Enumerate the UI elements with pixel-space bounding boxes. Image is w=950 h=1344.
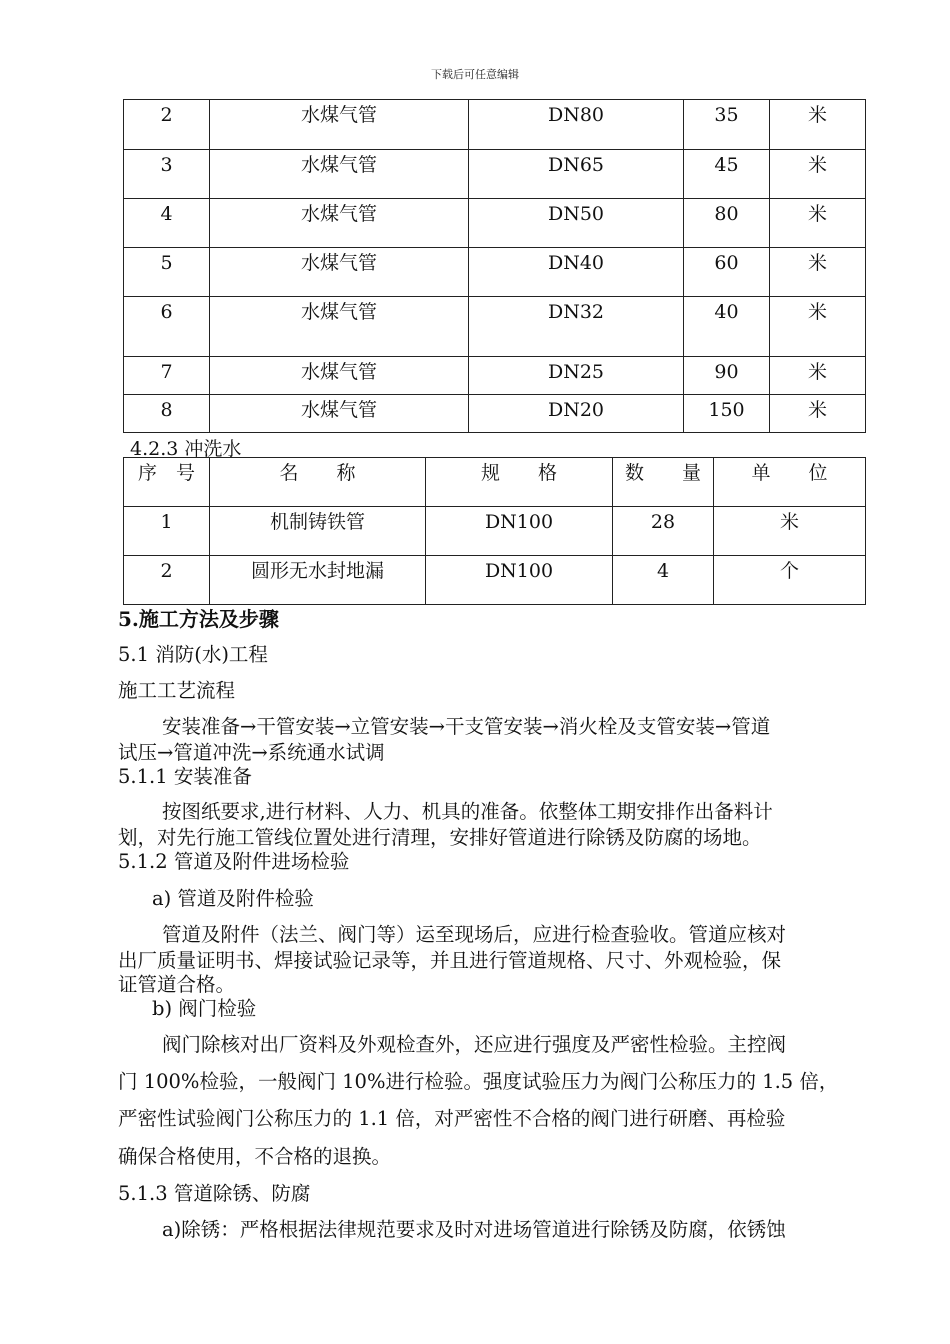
table-cell	[684, 395, 770, 433]
table-cell	[684, 199, 770, 248]
table-cell	[613, 556, 714, 605]
table-row	[124, 248, 866, 297]
cell-text: 水煤气管	[300, 104, 377, 126]
header-text: 数 量	[624, 462, 701, 484]
section-caption: 4.2.3 冲洗水	[130, 438, 242, 460]
cell-text: 米	[807, 104, 827, 126]
table-cell	[770, 248, 866, 297]
cell-text: DN100	[484, 560, 554, 582]
table-cell	[770, 100, 866, 150]
table-row	[124, 395, 866, 433]
table-cell	[684, 297, 770, 357]
table-cell	[210, 297, 469, 357]
table-cell	[613, 507, 714, 556]
cell-text: 圆形无水封地漏	[250, 560, 384, 582]
cell-text: 45	[714, 154, 739, 176]
table-cell	[124, 357, 210, 395]
table-cell	[469, 395, 684, 433]
item-heading: a) 管道及附件检验	[152, 887, 314, 910]
cell-text: 150	[708, 399, 745, 421]
cell-text: 6	[160, 301, 173, 323]
table-cell	[124, 507, 210, 556]
header-text: 规 格	[480, 462, 557, 484]
table-row	[124, 100, 866, 150]
table-cell	[124, 100, 210, 150]
cell-text: 米	[807, 252, 827, 274]
paragraph-line: 证管道合格。	[118, 973, 236, 996]
table-cell	[210, 556, 426, 605]
paragraph-line: 门 100%检验，一般阀门 10%进行检验。强度试验压力为阀门公称压力的 1.5 倍，	[118, 1070, 839, 1093]
table-row	[124, 199, 866, 248]
table-cell	[469, 248, 684, 297]
table-row	[124, 297, 866, 357]
header-cell	[426, 458, 613, 507]
header-cell	[210, 458, 426, 507]
paragraph-line: 安装准备→干管安装→立管安装→干支管安装→消火栓及支管安装→管道	[162, 715, 771, 738]
cell-text: 米	[779, 511, 799, 533]
cell-text: 水煤气管	[300, 154, 377, 176]
cell-text: 2	[160, 560, 173, 582]
table-cell	[210, 199, 469, 248]
table-cell	[469, 199, 684, 248]
table-row	[124, 556, 866, 605]
table-cell	[124, 395, 210, 433]
table-cell	[770, 297, 866, 357]
cell-text: DN80	[547, 104, 605, 126]
subsection-heading: 5.1.2 管道及附件进场检验	[118, 850, 350, 873]
cell-text: 80	[714, 203, 739, 225]
table-cell	[210, 150, 469, 199]
table-cell	[770, 150, 866, 199]
paragraph-line: 阀门除核对出厂资料及外观检查外，还应进行强度及严密性检验。主控阀	[162, 1033, 787, 1056]
table-cell	[426, 556, 613, 605]
pipe-table	[123, 99, 866, 433]
cell-text: 28	[650, 511, 676, 533]
table-cell	[210, 395, 469, 433]
cell-text: DN25	[547, 361, 605, 383]
cell-text: 水煤气管	[300, 252, 377, 274]
table-cell	[124, 199, 210, 248]
header-cell	[124, 458, 210, 507]
cell-text: 1	[160, 511, 173, 533]
paragraph-line: 严密性试验阀门公称压力的 1.1 倍，对严密性不合格的阀门进行研磨、再检验	[118, 1107, 786, 1130]
table-cell	[469, 297, 684, 357]
cell-text: 4	[656, 560, 670, 582]
table-cell	[714, 507, 866, 556]
table-cell	[124, 248, 210, 297]
table-cell	[770, 199, 866, 248]
paragraph-line: 划，对先行施工管线位置处进行清理，安排好管道进行除锈及防腐的场地。	[118, 826, 762, 849]
paragraph-line: 管道及附件（法兰、阀门等）运至现场后，应进行检查验收。管道应核对	[162, 923, 787, 946]
cell-text: 60	[714, 252, 739, 274]
table-cell	[210, 507, 426, 556]
table-cell	[124, 297, 210, 357]
cell-text: DN32	[547, 301, 605, 323]
item-heading: b) 阀门检验	[152, 997, 257, 1020]
table-row	[124, 357, 866, 395]
page-header: 下载后可任意编辑	[431, 68, 519, 81]
table-cell	[210, 100, 469, 150]
paragraph-line: 出厂质量证明书、焊接试验记录等，并且进行管道规格、尺寸、外观检验，保	[118, 949, 782, 972]
table-cell	[684, 248, 770, 297]
header-text: 名 称	[279, 462, 356, 484]
cell-text: 90	[714, 361, 739, 383]
header-cell	[613, 458, 714, 507]
cell-text: 40	[714, 301, 739, 323]
cell-text: 水煤气管	[300, 301, 377, 323]
cell-text: 水煤气管	[300, 361, 377, 383]
subsection-heading: 5.1.1 安装准备	[118, 765, 252, 788]
cell-text: DN65	[547, 154, 605, 176]
table-cell	[124, 556, 210, 605]
cell-text: DN20	[547, 399, 605, 421]
paragraph-line: 试压→管道冲洗→系统通水试调	[118, 741, 385, 764]
table-cell	[210, 357, 469, 395]
paragraph-line: 确保合格使用，不合格的退换。	[118, 1145, 392, 1168]
flush-water-table	[123, 457, 866, 605]
cell-text: 7	[160, 361, 173, 383]
section-heading: 5.施工方法及步骤	[118, 607, 279, 631]
cell-text: 5	[160, 252, 173, 274]
table-cell	[684, 100, 770, 150]
cell-text: 米	[807, 154, 827, 176]
table-cell	[210, 248, 469, 297]
cell-text: 2	[160, 104, 173, 126]
cell-text: 米	[807, 301, 827, 323]
subsection-heading: 5.1.3 管道除锈、防腐	[118, 1182, 311, 1205]
cell-text: 米	[807, 399, 827, 421]
paragraph-line: a)除锈：严格根据法律规范要求及时对进场管道进行除锈及防腐，依锈蚀	[162, 1218, 786, 1241]
header-text: 单 位	[751, 462, 828, 484]
cell-text: 米	[807, 203, 827, 225]
table-cell	[469, 100, 684, 150]
header-cell	[714, 458, 866, 507]
cell-text: DN100	[484, 511, 554, 533]
cell-text: 个	[779, 560, 799, 582]
table-cell	[469, 150, 684, 199]
cell-text: 35	[714, 104, 739, 126]
cell-text: 3	[160, 154, 173, 176]
cell-text: 水煤气管	[300, 203, 377, 225]
flow-title: 施工工艺流程	[118, 679, 236, 702]
cell-text: 机制铸铁管	[269, 511, 365, 533]
table-cell	[770, 395, 866, 433]
table-cell	[684, 357, 770, 395]
cell-text: 4	[160, 203, 173, 225]
table-cell	[684, 150, 770, 199]
cell-text: 8	[160, 399, 173, 421]
paragraph-line: 按图纸要求,进行材料、人力、机具的准备。依整体工期安排作出备料计	[162, 800, 773, 823]
cell-text: DN40	[547, 252, 605, 274]
table-header-row	[124, 458, 866, 507]
subsection-heading: 5.1 消防(水)工程	[118, 643, 268, 666]
table-cell	[124, 150, 210, 199]
cell-text: 米	[807, 361, 827, 383]
header-text: 序 号	[137, 462, 195, 484]
table-row	[124, 150, 866, 199]
cell-text: DN50	[547, 203, 605, 225]
table-cell	[714, 556, 866, 605]
table-row	[124, 507, 866, 556]
table-cell	[426, 507, 613, 556]
table-cell	[770, 357, 866, 395]
table-cell	[469, 357, 684, 395]
cell-text: 水煤气管	[300, 399, 377, 421]
